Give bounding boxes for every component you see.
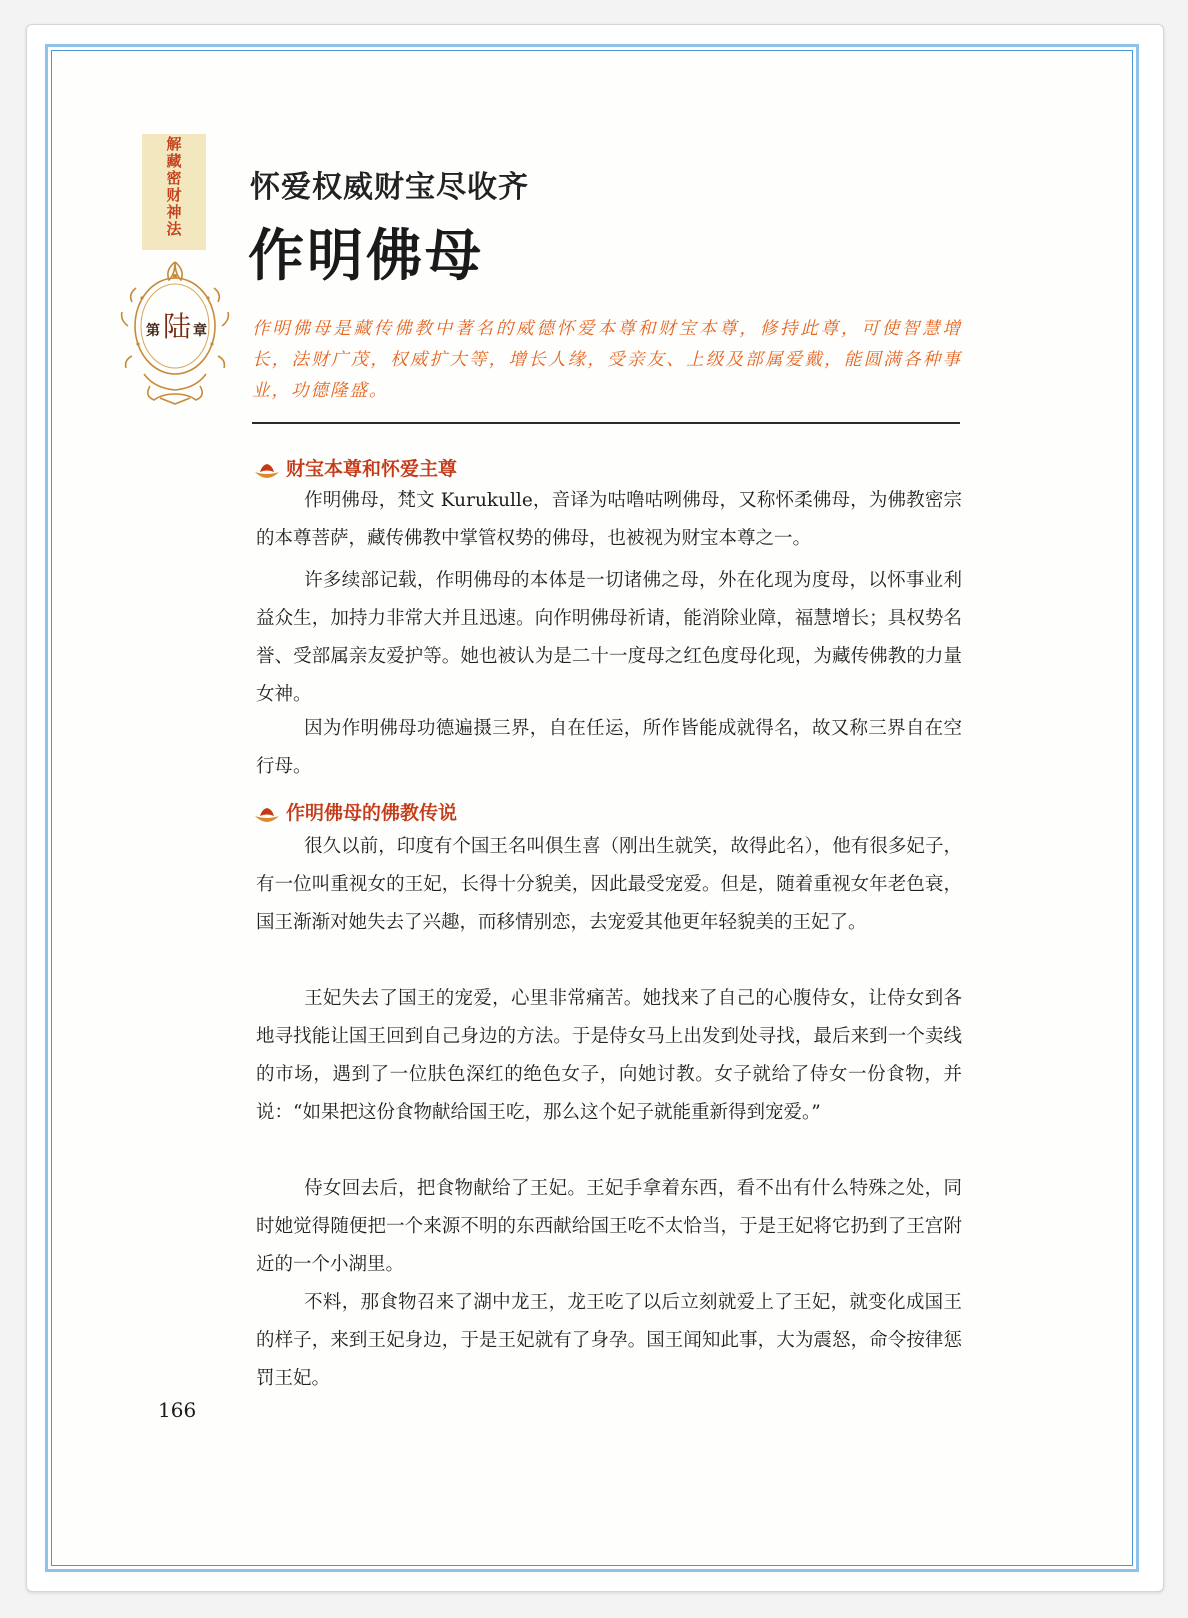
book-title-char: 财 (166, 186, 182, 204)
paragraph: 王妃失去了国王的宠爱，心里非常痛苦。她找来了自己的心腹侍女，让侍女到各地寻找能让国王回到自己身边的方法。于是侍女马上出发到处寻找，最后来到一个卖线的市场，遇到了一位肤色深红的绝色女子，向她讨教。女子就给了侍女一份食物，并说：“如果把这份食物献给国王吃，那么这个妃子就能重新得到宠爱。” (256, 988, 962, 1123)
lotus-bullet-icon (254, 808, 280, 822)
lotus-bullet-icon (254, 464, 280, 478)
divider-rule (252, 422, 960, 424)
section-heading-text: 作明佛母的佛教传说 (286, 802, 458, 824)
chapter-number: 陆 (163, 310, 192, 343)
book-title-char: 密 (166, 169, 182, 187)
paragraph: 很久以前，印度有个国王名叫俱生喜（刚出生就笑，故得此名），他有很多妃子，有一位叫重视女的王妃，长得十分貌美，因此最受宠爱。但是，随着重视女年老色衰，国王渐渐对她失去了兴趣，而移情别恋，去宠爱其他更年轻貌美的王妃了。 (256, 836, 962, 933)
book-title-char: 藏 (166, 152, 182, 170)
book-title-char: 解 (166, 135, 182, 153)
page-number: 166 (158, 1398, 197, 1422)
chapter-intro: 作明佛母是藏传佛教中著名的威德怀爱本尊和财宝本尊，修持此尊，可使智慧增长，法财广茂，权威扩大等，增长人缘，受亲友、上级及部属爱戴，能圆满各种事业，功德隆盛。 (252, 319, 962, 401)
book-title-char: 法 (166, 220, 182, 238)
paragraph: 不料，那食物召来了湖中龙王，龙王吃了以后立刻就爱上了王妃，就变化成国王的样子，来到王妃身边，于是王妃就有了身孕。国王闻知此事，大为震怒，命令按律惩罚王妃。 (256, 1292, 962, 1389)
chapter-prefix: 第 (146, 323, 160, 339)
section-heading-2 (254, 798, 457, 825)
section-heading-1 (254, 454, 457, 481)
book-title-char: 神 (166, 203, 182, 221)
paragraph: 作明佛母，梵文 Kurukulle，音译为咕噜咕咧佛母，又称怀柔佛母，为佛教密宗的本尊菩萨，藏传佛教中掌管权势的佛母，也被视为财宝本尊之一。 (256, 490, 962, 549)
chapter-title: 作明佛母 (248, 223, 484, 289)
paragraph: 侍女回去后，把食物献给了王妃。王妃手拿着东西，看不出有什么特殊之处，同时她觉得随便把一个来源不明的东西献给国王吃不太恰当，于是王妃将它扔到了王宫附近的一个小湖里。 (256, 1178, 962, 1275)
chapter-subtitle: 怀爱权威财宝尽收齐 (250, 170, 529, 205)
paragraph: 因为作明佛母功德遍摄三界，自在任运，所作皆能成就得名，故又称三界自在空行母。 (256, 718, 962, 777)
section-heading-text: 财宝本尊和怀爱主尊 (286, 458, 458, 480)
book-title-vertical (164, 136, 184, 238)
chapter-suffix: 章 (193, 323, 207, 339)
paragraph: 许多续部记载，作明佛母的本体是一切诸佛之母，外在化现为度母，以怀事业利益众生，加持力非常大并且迅速。向作明佛母祈请，能消除业障，福慧增长；具权势名誉、受部属亲友爱护等。她也被认为是二十一度母之红色度母化现，为藏传佛教的力量女神。 (256, 570, 962, 705)
